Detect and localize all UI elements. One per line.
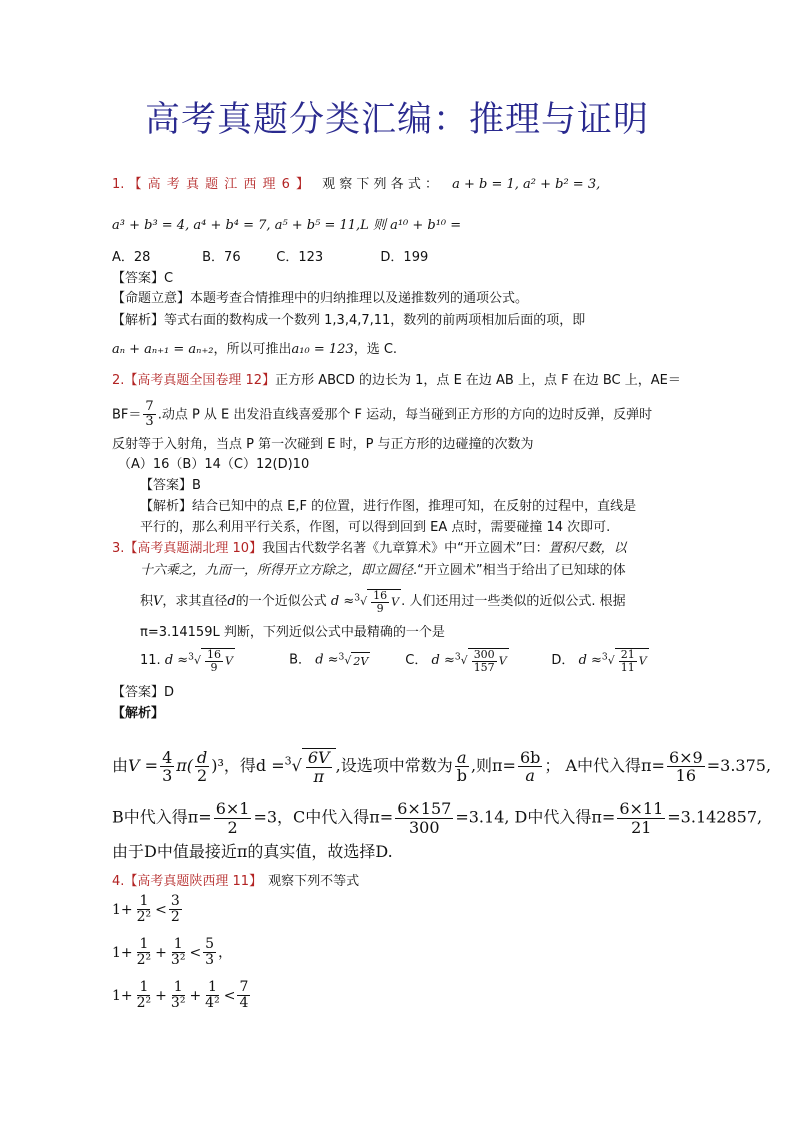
fraction-numerator: a	[457, 747, 467, 767]
fraction-numerator: 6b	[519, 747, 541, 767]
fraction-numerator: 16	[373, 589, 388, 602]
fraction-denominator: 300	[409, 817, 440, 837]
result-formula: a₁₀ = 123	[291, 342, 354, 357]
fraction-numerator: 16	[207, 648, 222, 661]
analysis-line	[112, 312, 585, 330]
fraction-numerator: 1	[139, 936, 149, 952]
question-4-header	[112, 873, 359, 891]
fraction-denominator: 16	[675, 766, 697, 786]
option-d: D． d ≈$^3$√ $\frac{21}{11}$ V	[551, 648, 647, 675]
options-row	[112, 249, 428, 267]
inequality-sign: <	[223, 987, 236, 1004]
cube-root: $^3$√ $\frac{6V}{\pi}$	[285, 756, 336, 775]
question-source-tag: 【高考真题陕西理 11】	[124, 874, 263, 889]
question-text: “开立圆术”相当于给出了已知球的体	[417, 563, 626, 578]
fraction-denominator: 2	[227, 817, 238, 837]
option-label: 11.	[140, 653, 161, 669]
fraction-numerator: 1	[173, 979, 183, 995]
question-line	[112, 400, 652, 430]
fraction-numerator: 300	[473, 648, 495, 661]
fraction-numerator: 6×157	[397, 799, 452, 818]
solution-line-1	[112, 748, 771, 785]
option-c: C．123	[276, 250, 324, 265]
solution-text: =3，C中代入得π=	[253, 807, 394, 827]
fraction-denominator: 2²	[136, 909, 152, 926]
fraction-numerator: 6×9	[668, 747, 703, 767]
analysis-line	[140, 498, 636, 516]
fraction-numerator: 1	[139, 893, 149, 909]
fraction-denominator: 157	[473, 661, 495, 675]
fraction-denominator: 2²	[136, 995, 152, 1012]
question-text: . 人们还用过一些类似的近似公式. 根据	[401, 594, 626, 610]
question-text: 的一个近似公式	[235, 594, 327, 610]
answer-line	[112, 270, 173, 288]
fraction-denominator: 2	[197, 766, 208, 786]
fraction-denominator: 3	[145, 414, 154, 430]
question-number: 3.	[112, 541, 125, 556]
answer-value: B	[192, 478, 201, 493]
fraction-denominator: b	[456, 766, 467, 786]
fraction-numerator: 1	[139, 979, 149, 995]
question-line	[140, 589, 626, 615]
quotation: 置积尺数，以	[548, 541, 627, 556]
fraction-numerator: 6V	[307, 748, 330, 767]
fraction-denominator: 3²	[170, 952, 186, 969]
fraction-denominator: a	[525, 766, 535, 786]
fraction-numerator: 1	[173, 936, 183, 952]
question-text: .动点 P 从 E 出发沿直线喜爱那个 F 运动，每当碰到正方形的方向的边时反弹，反弹时	[157, 407, 653, 423]
solution-math: π(	[176, 756, 194, 776]
answer-label: 【答案】	[112, 271, 165, 286]
inequality-3: 1+ $\frac{1}{\text{2²}}$ + $\frac{1}{\text{3²}}$ + $\frac{1}{\text{4²}}$ < $\frac{7}{4}$	[112, 979, 249, 1012]
option-label: D．	[551, 653, 575, 669]
analysis-label: 【解析】	[140, 499, 193, 514]
answer-label: 【答案】	[112, 685, 165, 700]
variable: V	[153, 594, 163, 610]
fraction-numerator: 7	[145, 399, 154, 414]
question-stem: 我国古代数学名著《九章算术》中“开立圆术”曰：	[262, 541, 549, 556]
question-stem: 观察下列不等式	[268, 874, 360, 889]
intent-text: 本题考查合情推理中的归纳推理以及递推数列的通项公式。	[190, 291, 529, 306]
variable: d	[227, 594, 236, 610]
fraction-denominator: π	[313, 766, 324, 786]
answer-label: 【答案】	[140, 478, 193, 493]
solution-text: ,则π=	[470, 756, 516, 776]
variable: V	[391, 595, 400, 609]
fraction-numerator: d	[197, 747, 208, 767]
question-line	[140, 562, 626, 580]
question-number: 1.	[112, 177, 125, 192]
solution-text: =3.142857,	[667, 807, 763, 827]
fraction-denominator: 11	[620, 661, 635, 675]
solution-text: ,设选项中常数为	[335, 756, 453, 776]
fraction-denominator: 3	[162, 766, 173, 786]
inequality-text: 1+	[112, 944, 133, 961]
solution-text: ； A中代入得π=	[544, 756, 665, 776]
cube-root: $^3$√ $\frac{21}{11}$ V	[601, 648, 647, 675]
analysis-line-2	[112, 341, 397, 359]
question-3-header	[112, 540, 627, 558]
question-number: 2.	[112, 373, 125, 388]
question-line: 反射等于入射角，当点 P 第一次碰到 E 时，P 与正方形的边碰撞的次数为	[112, 437, 534, 452]
intent-label: 【命题立意】	[112, 291, 191, 306]
fraction-denominator: 9	[210, 661, 218, 675]
fraction-denominator: 2	[170, 909, 180, 926]
question-text: ，求其直径	[162, 594, 228, 610]
fraction-numerator: 6×11	[619, 799, 664, 818]
recurrence-formula: aₙ + aₙ₊₁ = aₙ₊₂	[112, 342, 214, 357]
options-row: （A）16（B）14（C）12(D)10	[118, 457, 310, 472]
quotation: 十六乘之，九而一，所得开立方除之，即立圆径.	[140, 563, 418, 578]
equation-line: a³ + b³ = 4, a⁴ + b⁴ = 7, a⁵ + b⁵ = 11,L 则 a¹⁰ + b¹⁰ =	[112, 218, 462, 233]
question-2-header	[112, 372, 681, 390]
option-label: C．	[405, 653, 428, 669]
fraction-denominator: 3	[205, 952, 215, 969]
fraction-numerator: 1	[207, 979, 217, 995]
fraction-denominator: 9	[376, 602, 384, 616]
analysis-text: 结合已知中的点 E,F 的位置，进行作图，推理可知，在反射的过程中，直线是	[192, 499, 637, 514]
intent-line	[112, 290, 528, 308]
question-1-header	[112, 176, 600, 194]
analysis-label: 【解析】	[112, 313, 165, 328]
inequality-2: 1+ $\frac{1}{\text{2²}}$ + $\frac{1}{\text{3²}}$ < $\frac{5}{3}$ ，	[112, 936, 233, 969]
question-source-tag: 【高考真题全国卷理 12】	[124, 373, 276, 388]
answer-line	[112, 684, 174, 702]
radicand: 2V	[351, 652, 370, 671]
question-text: BF＝	[112, 407, 142, 423]
fraction-numerator: 21	[620, 648, 635, 661]
option-c: C． d ≈$^3$√ $\frac{300}{157}$ V	[405, 648, 507, 675]
inequality-sign: <	[155, 901, 167, 918]
fraction-numerator: 6×1	[215, 799, 250, 818]
solution-text: B中代入得π=	[112, 807, 212, 827]
option-a: A．28	[112, 250, 151, 265]
solution-line-2	[112, 800, 762, 836]
fraction-numerator: 3	[170, 893, 180, 909]
question-source-tag: 【高考真题湖北理 10】	[124, 541, 263, 556]
inequality-text: ，	[218, 944, 233, 961]
question-source-tag: 【 高 考 真 题 江 西 理 6 】	[128, 177, 311, 192]
fraction-denominator: 4	[239, 995, 249, 1012]
answer-value: C	[164, 271, 174, 286]
inequality-text: 1+	[112, 901, 133, 918]
cube-root: $^3$√ $\frac{16}{9}$ V	[188, 648, 233, 675]
analysis-label: 【解析】	[112, 706, 165, 721]
option-b: B． d ≈$^3$√ 2V	[289, 648, 401, 670]
analysis-line-2: 平行的，那么利用平行关系，作图，可以得到回到 EA 点时，需要碰撞 14 次即可.	[140, 520, 611, 535]
cube-root: $^3$√ $\frac{16}{9}$ V	[354, 589, 400, 616]
answer-value: D	[164, 685, 175, 700]
question-number: 4.	[112, 874, 125, 889]
option-a: 11. d ≈$^3$√ $\frac{16}{9}$ V	[140, 648, 233, 675]
solution-text: )³，得d =	[211, 756, 285, 776]
fraction-numerator: 7	[239, 979, 249, 995]
inequality-sign: <	[189, 944, 202, 961]
solution-text: 由	[112, 756, 129, 776]
formula-lhs: d ≈	[330, 594, 355, 610]
fraction-numerator: 4	[162, 747, 173, 767]
fraction-denominator: 4²	[205, 995, 220, 1012]
analysis-text: ，所以可推出	[213, 342, 292, 357]
fraction-numerator: 5	[205, 936, 215, 952]
solution-line-3: 由于D中值最接近π的真实值，故选择D.	[112, 842, 393, 861]
option-b: B．76	[202, 250, 241, 265]
fraction-denominator: 21	[631, 817, 652, 837]
fraction	[143, 400, 155, 430]
fraction	[371, 590, 389, 615]
analysis-text: 等式右面的数构成一个数列 1,3,4,7,11，数列的前两项相加后面的项，即	[164, 313, 586, 328]
analysis-text: ，选 C.	[353, 342, 398, 357]
solution-math: V =	[128, 756, 159, 776]
question-text: 积	[140, 594, 154, 610]
answer-line	[140, 477, 201, 495]
option-d: D．199	[380, 250, 429, 265]
question-stem: 正方形 ABCD 的边长为 1，点 E 在边 AB 上，点 F 在边 BC 上，AE＝	[275, 373, 681, 388]
question-stem: 观 察 下 列 各 式 ：	[322, 177, 438, 192]
question-line: π=3.14159L 判断，下列近似公式中最精确的一个是	[140, 625, 445, 640]
fraction-denominator: 2²	[136, 952, 152, 969]
solution-text: =3.14, D中代入得π=	[455, 807, 616, 827]
fraction-denominator: 3²	[170, 995, 186, 1012]
solution-text: =3.375,	[706, 756, 772, 776]
inequality-text: 1+	[112, 987, 133, 1004]
cube-root: $^3$√ $\frac{300}{157}$ V	[454, 648, 507, 675]
equation: a + b = 1, a² + b² = 3,	[452, 177, 601, 192]
page-title: 高考真题分类汇编：推理与证明	[144, 100, 649, 140]
inequality-1	[112, 894, 184, 926]
options-row	[140, 648, 649, 674]
option-label: B．	[289, 653, 312, 669]
